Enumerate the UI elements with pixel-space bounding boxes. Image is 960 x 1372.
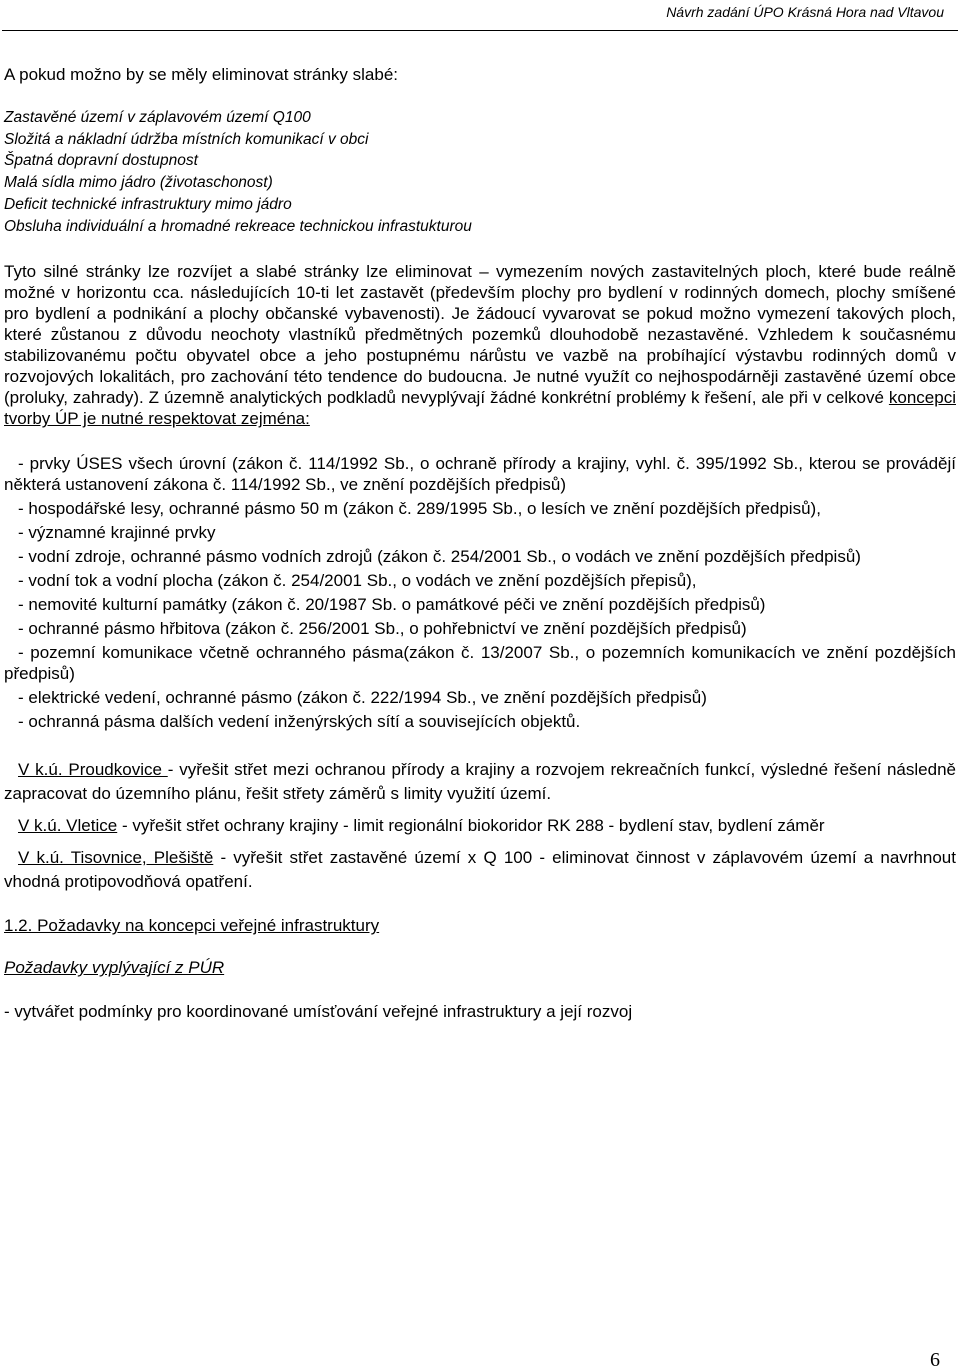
document-header-title: Návrh zadání ÚPO Krásná Hora nad Vltavou (666, 4, 944, 20)
requirement-item: - vodní tok a vodní plocha (zákon č. 254/2001 Sb., o vodách ve znění pozdějších přepisů), (18, 571, 697, 591)
requirement-item: - vodní zdroje, ochranné pásmo vodních zdrojů (zákon č. 254/2001 Sb., o vodách ve znění pozdějších předpisů) (18, 547, 861, 567)
weak-point-item: Složitá a nákladní údržba místních komunikací v obci (4, 130, 369, 148)
requirement-item: - elektrické vedení, ochranné pásmo (zákon č. 222/1994 Sb., ve znění pozdějších předpisů) (18, 688, 707, 708)
main-paragraph-text: Tyto silné stránky lze rozvíjet a slabé stránky lze eliminovat – vymezením nových zastavitelných ploch, které bude reálně možné v horizontu cca. následujících 10-ti let zastavět (především plochy pro bydlení v rodinných domech, plochy smíšené pro bydlení a podnikání a plochy občanské vybavenosti). Je žádoucí vyvarovat se pokud možno vymezení takových ploch, které zůstanou z důvodu neochoty vlastníků předmětných pozemků dlouhodobě nezastavěné. Vzhledem k současnému stabilizovanému počtu obyvatel obce a jeho postupnému nárůstu ve vazbě na probíhající výstavbu rodinných domů v rozvojových lokalitách, pro zachování této tendence do budoucna. Je nutné využít co nejhospodárněji zastavěné území obce (proluky, zahrady). Z územně analytických podkladů nevyplývají žádné konkrétní problémy k řešení, ale při v celkové (4, 262, 956, 408)
requirement-line: - vytvářet podmínky pro koordinované umísťování veřejné infrastruktury a její rozvoj (4, 1002, 633, 1022)
location-label: V k.ú. Proudkovice (18, 760, 168, 780)
weak-points-list (4, 107, 956, 237)
location-text: - vyřešit střet ochrany krajiny - limit regionální biokoridor RK 288 - bydlení stav, bydlení záměr (117, 816, 825, 836)
main-paragraph-underlined: koncepci tvorby ÚP je nutné respektovat zejména: (4, 388, 956, 429)
location-item (4, 814, 956, 838)
requirement-item: - významné krajinné prvky (18, 523, 216, 543)
main-paragraph (4, 261, 956, 429)
location-text: - vyřešit střet mezi ochranou přírody a krajiny a rozvojem rekreačních funkcí, výsledné řešení následně zapracovat do územního plánu, řešit střety záměrů s limity využití území. (4, 760, 956, 804)
requirement-item: - pozemní komunikace včetně ochranného pásma(zákon č. 13/2007 Sb., o pozemních komunikacích ve znění pozdějších předpisů) (4, 643, 956, 684)
weak-point-item: Zastavěné území v záplavovém území Q100 (4, 109, 311, 126)
location-item (4, 846, 956, 894)
requirement-item: - ochranné pásmo hřbitova (zákon č. 256/2001 Sb., o pohřebnictví ve znění pozdějších předpisů) (18, 619, 747, 639)
location-label: V k.ú. Tisovnice, Plešiště (18, 848, 214, 868)
weak-point-item: Obsluha individuální a hromadné rekreace technickou infrastukturou (4, 217, 472, 235)
requirement-item: - ochranná pásma dalších vedení inženýrských sítí a souvisejících objektů. (18, 712, 581, 732)
locations-list (4, 758, 956, 894)
section-title: 1.2. Požadavky na koncepci veřejné infrastruktury (4, 916, 380, 936)
page-content (4, 64, 956, 1022)
requirement-item: - nemovité kulturní památky (zákon č. 20/1987 Sb. o památkové péči ve znění pozdějších předpisů) (18, 595, 766, 615)
subsection-title: Požadavky vyplývající z PÚR (4, 958, 225, 978)
weak-point-item: Špatná dopravní dostupnost (4, 152, 198, 170)
weak-point-item: Deficit technické infrastruktury mimo jádro (4, 195, 292, 213)
requirement-item: - prvky ÚSES všech úrovní (zákon č. 114/1992 Sb., o ochraně přírody a krajiny, vyhl. č. 395/1992 Sb., kterou se provádějí některá ustanovení zákona č. 114/1992 Sb., ve znění pozdějších předpisů) (4, 454, 956, 495)
location-item (4, 758, 956, 806)
requirement-item: - hospodářské lesy, ochranné pásmo 50 m (zákon č. 289/1995 Sb., o lesích ve znění pozdějších předpisů), (18, 499, 821, 519)
location-label: V k.ú. Vletice (18, 816, 118, 836)
requirements-list (4, 453, 956, 732)
page-number: 6 (930, 1349, 940, 1371)
location-text: - vyřešit střet zastavěné území x Q 100 - eliminovat činnost v záplavovém území a navrhnout vhodná protipovodňová opatření. (4, 848, 956, 892)
header-rule (2, 30, 958, 31)
weak-point-item: Malá sídla mimo jádro (životaschonost) (4, 174, 273, 192)
intro-sentence: A pokud možno by se měly eliminovat stránky slabé: (4, 65, 399, 84)
